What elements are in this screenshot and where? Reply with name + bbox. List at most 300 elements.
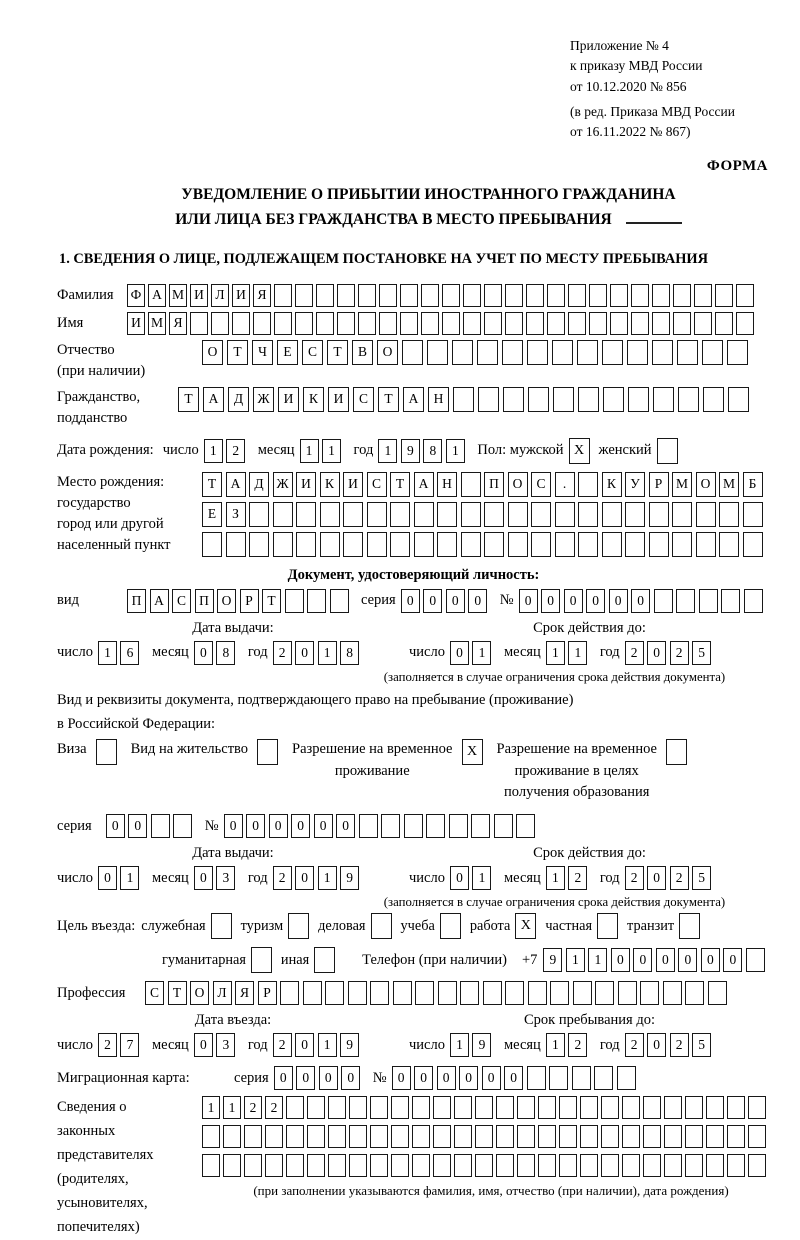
char-cell[interactable] bbox=[508, 502, 528, 527]
char-cell[interactable] bbox=[696, 532, 716, 557]
char-cell[interactable]: 0 bbox=[631, 589, 650, 613]
char-cell[interactable]: М bbox=[148, 312, 166, 335]
char-cell[interactable] bbox=[460, 981, 479, 1005]
char-cell[interactable] bbox=[328, 1154, 346, 1177]
char-cell[interactable] bbox=[477, 340, 498, 365]
char-cell[interactable] bbox=[337, 284, 355, 307]
purpose-commercial-checkbox[interactable] bbox=[371, 913, 392, 939]
char-cell[interactable]: С bbox=[172, 589, 191, 613]
char-cell[interactable] bbox=[307, 589, 326, 613]
char-cell[interactable] bbox=[610, 284, 628, 307]
char-cell[interactable] bbox=[594, 1066, 613, 1090]
char-cell[interactable] bbox=[652, 284, 670, 307]
char-cell[interactable]: 0 bbox=[482, 1066, 501, 1090]
char-cell[interactable]: 1 bbox=[446, 439, 465, 463]
char-cell[interactable]: В bbox=[352, 340, 373, 365]
char-cell[interactable]: Т bbox=[227, 340, 248, 365]
char-cell[interactable]: 2 bbox=[98, 1033, 117, 1057]
char-cell[interactable]: 0 bbox=[341, 1066, 360, 1090]
char-cell[interactable]: 9 bbox=[401, 439, 420, 463]
temp-residence-edu-checkbox[interactable] bbox=[666, 739, 687, 765]
char-cell[interactable] bbox=[426, 814, 445, 838]
char-cell[interactable] bbox=[538, 1154, 556, 1177]
char-cell[interactable]: Л bbox=[211, 284, 229, 307]
char-cell[interactable]: 0 bbox=[701, 948, 720, 972]
char-cell[interactable] bbox=[685, 981, 704, 1005]
char-cell[interactable]: 1 bbox=[318, 641, 337, 665]
char-cell[interactable] bbox=[538, 1125, 556, 1148]
char-cell[interactable]: 1 bbox=[546, 641, 565, 665]
char-cell[interactable]: 0 bbox=[633, 948, 652, 972]
char-cell[interactable] bbox=[654, 589, 673, 613]
char-cell[interactable] bbox=[286, 1125, 304, 1148]
char-cell[interactable]: 0 bbox=[414, 1066, 433, 1090]
char-cell[interactable]: 0 bbox=[98, 866, 117, 890]
char-cell[interactable]: Т bbox=[178, 387, 199, 412]
char-cell[interactable] bbox=[461, 502, 481, 527]
char-cell[interactable] bbox=[578, 387, 599, 412]
char-cell[interactable] bbox=[390, 502, 410, 527]
char-cell[interactable] bbox=[412, 1125, 430, 1148]
char-cell[interactable] bbox=[502, 340, 523, 365]
char-cell[interactable] bbox=[649, 502, 669, 527]
char-cell[interactable]: И bbox=[232, 284, 250, 307]
char-cell[interactable]: К bbox=[602, 472, 622, 497]
char-cell[interactable] bbox=[652, 312, 670, 335]
char-cell[interactable]: 0 bbox=[106, 814, 125, 838]
char-cell[interactable]: А bbox=[148, 284, 166, 307]
char-cell[interactable]: 0 bbox=[504, 1066, 523, 1090]
char-cell[interactable] bbox=[370, 981, 389, 1005]
char-cell[interactable] bbox=[517, 1154, 535, 1177]
char-cell[interactable] bbox=[358, 312, 376, 335]
char-cell[interactable]: К bbox=[320, 472, 340, 497]
char-cell[interactable] bbox=[442, 312, 460, 335]
char-cell[interactable] bbox=[573, 981, 592, 1005]
char-cell[interactable] bbox=[673, 312, 691, 335]
char-cell[interactable]: Д bbox=[249, 472, 269, 497]
char-cell[interactable] bbox=[727, 340, 748, 365]
char-cell[interactable]: 0 bbox=[128, 814, 147, 838]
char-cell[interactable]: 9 bbox=[340, 866, 359, 890]
char-cell[interactable] bbox=[226, 532, 246, 557]
char-cell[interactable]: 0 bbox=[291, 814, 310, 838]
char-cell[interactable]: О bbox=[202, 340, 223, 365]
char-cell[interactable]: Ж bbox=[273, 472, 293, 497]
char-cell[interactable] bbox=[552, 340, 573, 365]
char-cell[interactable]: 8 bbox=[340, 641, 359, 665]
char-cell[interactable]: А bbox=[150, 589, 169, 613]
char-cell[interactable] bbox=[572, 1066, 591, 1090]
char-cell[interactable]: 6 bbox=[120, 641, 139, 665]
char-cell[interactable]: 0 bbox=[437, 1066, 456, 1090]
char-cell[interactable] bbox=[391, 1154, 409, 1177]
char-cell[interactable]: 0 bbox=[519, 589, 538, 613]
temp-residence-checkbox[interactable]: X bbox=[462, 739, 483, 765]
char-cell[interactable]: 1 bbox=[568, 641, 587, 665]
char-cell[interactable] bbox=[211, 312, 229, 335]
char-cell[interactable]: 0 bbox=[319, 1066, 338, 1090]
char-cell[interactable]: 0 bbox=[564, 589, 583, 613]
purpose-humanitarian-checkbox[interactable] bbox=[251, 947, 272, 973]
char-cell[interactable] bbox=[617, 1066, 636, 1090]
char-cell[interactable] bbox=[223, 1125, 241, 1148]
char-cell[interactable]: П bbox=[484, 472, 504, 497]
purpose-business-checkbox[interactable] bbox=[211, 913, 232, 939]
char-cell[interactable] bbox=[578, 532, 598, 557]
char-cell[interactable] bbox=[673, 284, 691, 307]
char-cell[interactable] bbox=[699, 589, 718, 613]
char-cell[interactable]: 0 bbox=[678, 948, 697, 972]
char-cell[interactable] bbox=[702, 340, 723, 365]
char-cell[interactable] bbox=[325, 981, 344, 1005]
char-cell[interactable] bbox=[505, 312, 523, 335]
char-cell[interactable] bbox=[602, 340, 623, 365]
char-cell[interactable]: 0 bbox=[611, 948, 630, 972]
char-cell[interactable]: 9 bbox=[340, 1033, 359, 1057]
char-cell[interactable] bbox=[578, 472, 598, 497]
char-cell[interactable]: 0 bbox=[194, 1033, 213, 1057]
char-cell[interactable] bbox=[454, 1096, 472, 1119]
char-cell[interactable]: О bbox=[217, 589, 236, 613]
char-cell[interactable] bbox=[232, 312, 250, 335]
char-cell[interactable]: 5 bbox=[692, 866, 711, 890]
purpose-private-checkbox[interactable] bbox=[597, 913, 618, 939]
char-cell[interactable]: 2 bbox=[670, 641, 689, 665]
char-cell[interactable] bbox=[601, 1125, 619, 1148]
char-cell[interactable]: 2 bbox=[625, 866, 644, 890]
char-cell[interactable] bbox=[367, 532, 387, 557]
char-cell[interactable] bbox=[273, 502, 293, 527]
char-cell[interactable]: 1 bbox=[204, 439, 223, 463]
char-cell[interactable]: 2 bbox=[670, 866, 689, 890]
char-cell[interactable] bbox=[461, 472, 481, 497]
char-cell[interactable] bbox=[349, 1154, 367, 1177]
char-cell[interactable]: 1 bbox=[202, 1096, 220, 1119]
char-cell[interactable] bbox=[303, 981, 322, 1005]
char-cell[interactable] bbox=[421, 312, 439, 335]
char-cell[interactable]: М bbox=[169, 284, 187, 307]
char-cell[interactable] bbox=[547, 312, 565, 335]
char-cell[interactable]: 2 bbox=[265, 1096, 283, 1119]
char-cell[interactable] bbox=[706, 1125, 724, 1148]
char-cell[interactable] bbox=[307, 1125, 325, 1148]
char-cell[interactable]: С bbox=[367, 472, 387, 497]
char-cell[interactable] bbox=[748, 1096, 766, 1119]
char-cell[interactable] bbox=[307, 1154, 325, 1177]
char-cell[interactable]: . bbox=[555, 472, 575, 497]
char-cell[interactable] bbox=[433, 1096, 451, 1119]
char-cell[interactable] bbox=[743, 502, 763, 527]
char-cell[interactable] bbox=[743, 532, 763, 557]
char-cell[interactable]: Я bbox=[253, 284, 271, 307]
char-cell[interactable] bbox=[559, 1125, 577, 1148]
char-cell[interactable] bbox=[442, 284, 460, 307]
char-cell[interactable]: 0 bbox=[295, 1033, 314, 1057]
char-cell[interactable]: 0 bbox=[423, 589, 442, 613]
char-cell[interactable]: Р bbox=[258, 981, 277, 1005]
char-cell[interactable] bbox=[685, 1125, 703, 1148]
char-cell[interactable]: 8 bbox=[423, 439, 442, 463]
char-cell[interactable] bbox=[672, 502, 692, 527]
char-cell[interactable]: 0 bbox=[295, 866, 314, 890]
char-cell[interactable] bbox=[527, 1066, 546, 1090]
char-cell[interactable] bbox=[400, 284, 418, 307]
char-cell[interactable]: И bbox=[127, 312, 145, 335]
char-cell[interactable] bbox=[265, 1125, 283, 1148]
char-cell[interactable] bbox=[627, 340, 648, 365]
char-cell[interactable] bbox=[580, 1096, 598, 1119]
char-cell[interactable]: У bbox=[625, 472, 645, 497]
char-cell[interactable]: 0 bbox=[274, 1066, 293, 1090]
char-cell[interactable] bbox=[280, 981, 299, 1005]
char-cell[interactable] bbox=[721, 589, 740, 613]
char-cell[interactable]: 1 bbox=[120, 866, 139, 890]
char-cell[interactable] bbox=[643, 1096, 661, 1119]
char-cell[interactable] bbox=[580, 1154, 598, 1177]
char-cell[interactable]: П bbox=[127, 589, 146, 613]
char-cell[interactable] bbox=[602, 502, 622, 527]
char-cell[interactable] bbox=[508, 532, 528, 557]
char-cell[interactable]: 0 bbox=[269, 814, 288, 838]
char-cell[interactable]: 0 bbox=[401, 589, 420, 613]
char-cell[interactable] bbox=[528, 981, 547, 1005]
purpose-study-checkbox[interactable] bbox=[440, 913, 461, 939]
char-cell[interactable] bbox=[496, 1096, 514, 1119]
char-cell[interactable] bbox=[415, 981, 434, 1005]
char-cell[interactable] bbox=[412, 1096, 430, 1119]
char-cell[interactable]: 1 bbox=[98, 641, 117, 665]
char-cell[interactable]: А bbox=[414, 472, 434, 497]
char-cell[interactable] bbox=[553, 387, 574, 412]
char-cell[interactable] bbox=[343, 532, 363, 557]
char-cell[interactable]: 0 bbox=[586, 589, 605, 613]
char-cell[interactable] bbox=[452, 340, 473, 365]
char-cell[interactable] bbox=[622, 1096, 640, 1119]
char-cell[interactable]: Ч bbox=[252, 340, 273, 365]
char-cell[interactable]: Е bbox=[277, 340, 298, 365]
char-cell[interactable]: Я bbox=[169, 312, 187, 335]
sex-female-checkbox[interactable] bbox=[657, 438, 678, 464]
char-cell[interactable]: И bbox=[343, 472, 363, 497]
char-cell[interactable] bbox=[433, 1154, 451, 1177]
char-cell[interactable] bbox=[531, 502, 551, 527]
char-cell[interactable] bbox=[728, 387, 749, 412]
char-cell[interactable] bbox=[381, 814, 400, 838]
char-cell[interactable] bbox=[454, 1154, 472, 1177]
char-cell[interactable] bbox=[555, 532, 575, 557]
char-cell[interactable] bbox=[296, 502, 316, 527]
char-cell[interactable] bbox=[696, 502, 716, 527]
char-cell[interactable]: 2 bbox=[670, 1033, 689, 1057]
char-cell[interactable] bbox=[253, 312, 271, 335]
char-cell[interactable] bbox=[672, 532, 692, 557]
char-cell[interactable]: О bbox=[190, 981, 209, 1005]
char-cell[interactable]: Т bbox=[202, 472, 222, 497]
char-cell[interactable] bbox=[484, 532, 504, 557]
char-cell[interactable]: 5 bbox=[692, 1033, 711, 1057]
char-cell[interactable]: Т bbox=[168, 981, 187, 1005]
char-cell[interactable] bbox=[736, 312, 754, 335]
char-cell[interactable] bbox=[484, 502, 504, 527]
char-cell[interactable] bbox=[454, 1125, 472, 1148]
char-cell[interactable]: И bbox=[190, 284, 208, 307]
char-cell[interactable] bbox=[453, 387, 474, 412]
char-cell[interactable] bbox=[568, 284, 586, 307]
char-cell[interactable] bbox=[685, 1154, 703, 1177]
char-cell[interactable]: 1 bbox=[318, 866, 337, 890]
char-cell[interactable]: Ж bbox=[253, 387, 274, 412]
char-cell[interactable] bbox=[390, 532, 410, 557]
char-cell[interactable] bbox=[449, 814, 468, 838]
char-cell[interactable]: 1 bbox=[472, 641, 491, 665]
char-cell[interactable] bbox=[484, 284, 502, 307]
char-cell[interactable]: 7 bbox=[120, 1033, 139, 1057]
char-cell[interactable] bbox=[625, 532, 645, 557]
char-cell[interactable]: Т bbox=[390, 472, 410, 497]
char-cell[interactable]: 8 bbox=[216, 641, 235, 665]
char-cell[interactable]: 0 bbox=[647, 866, 666, 890]
char-cell[interactable] bbox=[286, 1096, 304, 1119]
char-cell[interactable]: И bbox=[278, 387, 299, 412]
char-cell[interactable]: 0 bbox=[224, 814, 243, 838]
char-cell[interactable] bbox=[503, 387, 524, 412]
char-cell[interactable]: 1 bbox=[300, 439, 319, 463]
char-cell[interactable] bbox=[622, 1125, 640, 1148]
char-cell[interactable] bbox=[603, 387, 624, 412]
char-cell[interactable] bbox=[348, 981, 367, 1005]
char-cell[interactable] bbox=[618, 981, 637, 1005]
char-cell[interactable] bbox=[414, 502, 434, 527]
char-cell[interactable] bbox=[427, 340, 448, 365]
char-cell[interactable] bbox=[249, 502, 269, 527]
char-cell[interactable] bbox=[559, 1096, 577, 1119]
char-cell[interactable] bbox=[330, 589, 349, 613]
char-cell[interactable]: 1 bbox=[322, 439, 341, 463]
char-cell[interactable] bbox=[625, 502, 645, 527]
char-cell[interactable] bbox=[343, 502, 363, 527]
char-cell[interactable] bbox=[517, 1096, 535, 1119]
char-cell[interactable] bbox=[404, 814, 423, 838]
char-cell[interactable]: 2 bbox=[273, 641, 292, 665]
char-cell[interactable] bbox=[370, 1154, 388, 1177]
char-cell[interactable]: А bbox=[226, 472, 246, 497]
char-cell[interactable] bbox=[719, 532, 739, 557]
char-cell[interactable]: 1 bbox=[546, 1033, 565, 1057]
char-cell[interactable] bbox=[295, 284, 313, 307]
char-cell[interactable] bbox=[631, 312, 649, 335]
char-cell[interactable] bbox=[746, 948, 765, 972]
char-cell[interactable]: 0 bbox=[450, 641, 469, 665]
char-cell[interactable] bbox=[286, 1154, 304, 1177]
char-cell[interactable] bbox=[719, 502, 739, 527]
char-cell[interactable]: С bbox=[531, 472, 551, 497]
char-cell[interactable]: Я bbox=[235, 981, 254, 1005]
char-cell[interactable] bbox=[748, 1125, 766, 1148]
char-cell[interactable]: 0 bbox=[647, 1033, 666, 1057]
char-cell[interactable]: 0 bbox=[194, 641, 213, 665]
char-cell[interactable] bbox=[547, 284, 565, 307]
char-cell[interactable]: Б bbox=[743, 472, 763, 497]
char-cell[interactable]: 0 bbox=[194, 866, 213, 890]
char-cell[interactable] bbox=[694, 312, 712, 335]
char-cell[interactable] bbox=[337, 312, 355, 335]
char-cell[interactable] bbox=[538, 1096, 556, 1119]
char-cell[interactable] bbox=[433, 1125, 451, 1148]
char-cell[interactable] bbox=[703, 387, 724, 412]
char-cell[interactable] bbox=[550, 981, 569, 1005]
char-cell[interactable] bbox=[391, 1096, 409, 1119]
char-cell[interactable] bbox=[320, 532, 340, 557]
char-cell[interactable] bbox=[370, 1125, 388, 1148]
char-cell[interactable] bbox=[349, 1096, 367, 1119]
char-cell[interactable] bbox=[461, 532, 481, 557]
char-cell[interactable] bbox=[483, 981, 502, 1005]
char-cell[interactable]: Ф bbox=[127, 284, 145, 307]
char-cell[interactable] bbox=[505, 284, 523, 307]
char-cell[interactable] bbox=[438, 981, 457, 1005]
char-cell[interactable] bbox=[640, 981, 659, 1005]
purpose-other-checkbox[interactable] bbox=[314, 947, 335, 973]
char-cell[interactable] bbox=[223, 1154, 241, 1177]
char-cell[interactable] bbox=[694, 284, 712, 307]
char-cell[interactable] bbox=[601, 1154, 619, 1177]
char-cell[interactable] bbox=[391, 1125, 409, 1148]
char-cell[interactable]: 1 bbox=[378, 439, 397, 463]
char-cell[interactable] bbox=[559, 1154, 577, 1177]
char-cell[interactable] bbox=[151, 814, 170, 838]
char-cell[interactable] bbox=[437, 502, 457, 527]
char-cell[interactable]: Н bbox=[437, 472, 457, 497]
char-cell[interactable]: А bbox=[203, 387, 224, 412]
char-cell[interactable] bbox=[202, 532, 222, 557]
char-cell[interactable] bbox=[202, 1154, 220, 1177]
char-cell[interactable]: 2 bbox=[273, 866, 292, 890]
char-cell[interactable] bbox=[652, 340, 673, 365]
char-cell[interactable]: 0 bbox=[459, 1066, 478, 1090]
char-cell[interactable]: И bbox=[296, 472, 316, 497]
char-cell[interactable] bbox=[580, 1125, 598, 1148]
char-cell[interactable] bbox=[307, 1096, 325, 1119]
char-cell[interactable] bbox=[610, 312, 628, 335]
char-cell[interactable] bbox=[463, 312, 481, 335]
char-cell[interactable]: 1 bbox=[472, 866, 491, 890]
char-cell[interactable] bbox=[676, 589, 695, 613]
char-cell[interactable] bbox=[622, 1154, 640, 1177]
char-cell[interactable] bbox=[478, 387, 499, 412]
char-cell[interactable]: С bbox=[353, 387, 374, 412]
char-cell[interactable]: А bbox=[403, 387, 424, 412]
char-cell[interactable]: П bbox=[195, 589, 214, 613]
char-cell[interactable]: Т bbox=[327, 340, 348, 365]
char-cell[interactable]: Л bbox=[213, 981, 232, 1005]
char-cell[interactable] bbox=[595, 981, 614, 1005]
char-cell[interactable]: 2 bbox=[226, 439, 245, 463]
char-cell[interactable] bbox=[412, 1154, 430, 1177]
char-cell[interactable]: 1 bbox=[566, 948, 585, 972]
char-cell[interactable] bbox=[349, 1125, 367, 1148]
char-cell[interactable] bbox=[316, 284, 334, 307]
purpose-transit-checkbox[interactable] bbox=[679, 913, 700, 939]
char-cell[interactable] bbox=[359, 814, 378, 838]
char-cell[interactable] bbox=[664, 1096, 682, 1119]
char-cell[interactable] bbox=[202, 1125, 220, 1148]
char-cell[interactable] bbox=[484, 312, 502, 335]
char-cell[interactable] bbox=[244, 1154, 262, 1177]
char-cell[interactable]: Н bbox=[428, 387, 449, 412]
char-cell[interactable]: 0 bbox=[336, 814, 355, 838]
char-cell[interactable]: 0 bbox=[450, 866, 469, 890]
